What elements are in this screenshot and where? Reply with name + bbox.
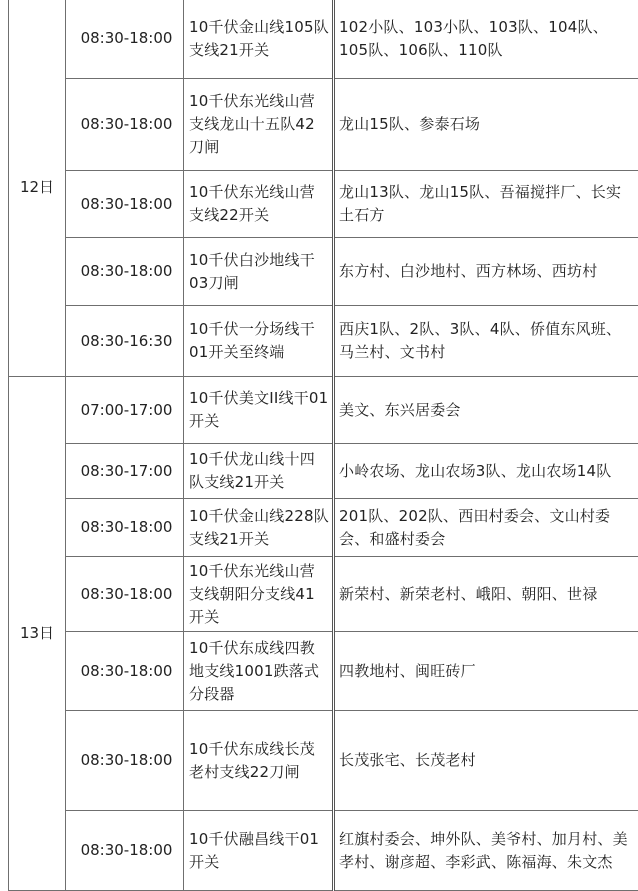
line-cell: 10千伏东光线山营支线朝阳分支线41开关 <box>184 557 334 632</box>
line-cell: 10千伏融昌线干01开关 <box>184 811 334 891</box>
time-cell: 08:30-18:00 <box>66 557 184 632</box>
area-cell: 102小队、103小队、103队、104队、105队、106队、110队 <box>334 0 638 79</box>
line-cell: 10千伏白沙地线干03刀闸 <box>184 238 334 306</box>
time-cell: 08:30-18:00 <box>66 711 184 811</box>
area-cell: 201队、202队、西田村委会、文山村委会、和盛村委会 <box>334 499 638 557</box>
area-cell: 红旗村委会、坤外队、美爷村、加月村、美孝村、谢彦超、李彩武、陈福海、朱文杰 <box>334 811 638 891</box>
time-cell: 07:00-17:00 <box>66 377 184 444</box>
table-row <box>9 377 638 444</box>
area-cell: 龙山15队、参泰石场 <box>334 79 638 171</box>
table-row <box>9 306 638 377</box>
table-row <box>9 499 638 557</box>
date-cell: 13日 <box>9 377 66 891</box>
table-row <box>9 632 638 711</box>
line-cell: 10千伏龙山线十四队支线21开关 <box>184 444 334 499</box>
time-cell: 08:30-18:00 <box>66 499 184 557</box>
line-cell: 10千伏东成线长茂老村支线22刀闸 <box>184 711 334 811</box>
time-cell: 08:30-18:00 <box>66 811 184 891</box>
time-cell: 08:30-18:00 <box>66 79 184 171</box>
line-cell: 10千伏金山线228队支线21开关 <box>184 499 334 557</box>
time-cell: 08:30-18:00 <box>66 0 184 79</box>
area-cell: 龙山13队、龙山15队、吾福搅拌厂、长实土石方 <box>334 171 638 238</box>
line-cell: 10千伏东光线山营支线龙山十五队42刀闸 <box>184 79 334 171</box>
line-cell: 10千伏东光线山营支线22开关 <box>184 171 334 238</box>
outage-schedule-table <box>8 0 638 891</box>
time-cell: 08:30-17:00 <box>66 444 184 499</box>
table-row <box>9 0 638 79</box>
time-cell: 08:30-18:00 <box>66 238 184 306</box>
area-cell: 四教地村、闽旺砖厂 <box>334 632 638 711</box>
line-cell: 10千伏一分场线干01开关至终端 <box>184 306 334 377</box>
area-cell: 美文、东兴居委会 <box>334 377 638 444</box>
time-cell: 08:30-18:00 <box>66 171 184 238</box>
area-cell: 东方村、白沙地村、西方林场、西坊村 <box>334 238 638 306</box>
table-row <box>9 557 638 632</box>
line-cell: 10千伏美文II线干01开关 <box>184 377 334 444</box>
area-cell: 小岭农场、龙山农场3队、龙山农场14队 <box>334 444 638 499</box>
line-cell: 10千伏东成线四教地支线1001跌落式分段器 <box>184 632 334 711</box>
area-cell: 长茂张宅、长茂老村 <box>334 711 638 811</box>
area-cell: 新荣村、新荣老村、峨阳、朝阳、世禄 <box>334 557 638 632</box>
table-row <box>9 711 638 811</box>
date-cell: 12日 <box>9 0 66 377</box>
table-row <box>9 79 638 171</box>
table-row <box>9 444 638 499</box>
time-cell: 08:30-18:00 <box>66 632 184 711</box>
table-row <box>9 238 638 306</box>
table-row <box>9 171 638 238</box>
time-cell: 08:30-16:30 <box>66 306 184 377</box>
table-row <box>9 811 638 891</box>
line-cell: 10千伏金山线105队支线21开关 <box>184 0 334 79</box>
area-cell: 西庆1队、2队、3队、4队、侨值东风班、马兰村、文书村 <box>334 306 638 377</box>
